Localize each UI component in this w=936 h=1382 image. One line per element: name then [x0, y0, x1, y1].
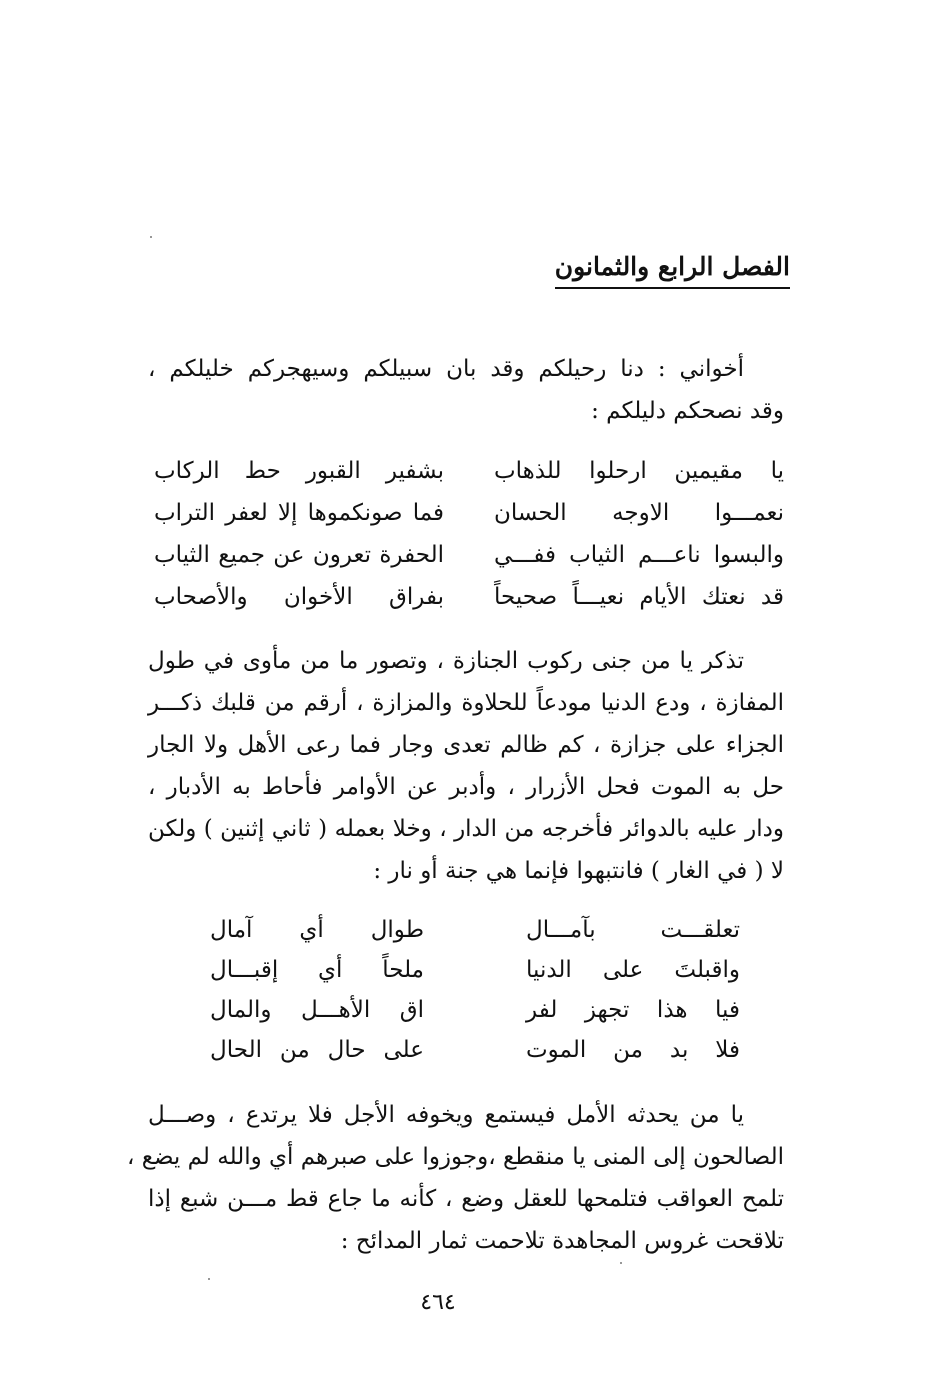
main-paragraph	[148, 640, 784, 892]
page-number	[0, 1290, 936, 1315]
verse-second-hemistich: ملحاً أي إقبـــال	[210, 957, 424, 983]
verse-first-hemistich: يا مقيمين ارحلوا للذهاب	[494, 458, 784, 484]
verse-first-hemistich: واقبلتَ على الدنيا	[526, 957, 740, 983]
verse-first-hemistich: تعلقـــت بآمـــال	[526, 917, 740, 943]
paragraph-line: تلمح العواقب فتلمحها للعقل وضع ، كأنه ما جاع قط مـــن شبع إذا	[148, 1186, 784, 1212]
verse-line	[154, 576, 784, 618]
verse-first-hemistich: فلا بد من الموت	[526, 1037, 740, 1063]
scan-speck	[208, 1278, 210, 1280]
intro-paragraph	[148, 348, 784, 432]
verse-first-hemistich: والبسوا ناعـــم الثياب ففـــي	[494, 542, 784, 568]
paragraph-line: لا ( في الغار ) فانتبهوا فإنما هي جنة أو نار :	[373, 858, 784, 884]
verse-second-hemistich: بشفير القبور حط الركاب	[154, 458, 444, 484]
verse-second-hemistich: طوال أي آمال	[210, 917, 424, 943]
verse-second-hemistich: اق الأهـــل والمال	[210, 997, 424, 1023]
verse-first-hemistich: فيا هذا تجهز لفر	[526, 997, 740, 1023]
paragraph-line: الجزاء على جزازة ، كم ظالم تعدى وجار فما رعى الأهل ولا الجار	[148, 732, 784, 758]
paragraph-line: أخواني : دنا رحيلكم وقد بان سبيلكم وسيهجركم خليلكم ،	[148, 356, 744, 382]
paragraph-line: ودار عليه بالدوائر فأخرجه من الدار ، وخلا بعمله ( ثاني إثنين ) ولكن	[148, 816, 784, 842]
page-number-text: ٤٦٤	[420, 1290, 456, 1315]
paragraph-line: وقد نصحكم دليلكم :	[591, 398, 784, 424]
paragraph-line: الصالحون إلى المنى يا منقطع ،وجوزوا على صبرهم أي والله لم يضع ،	[126, 1144, 784, 1170]
paragraph-line: تذكر يا من جنى ركوب الجنازة ، وتصور ما من مأوى في طول	[148, 648, 744, 674]
verse-line	[154, 534, 784, 576]
paragraph-line: تلاقحت غروس المجاهدة تلاحمت ثمار المدائح :	[340, 1228, 784, 1254]
verse-first-hemistich: قد نعتك الأيام نعيـــاً صحيحاً	[494, 584, 784, 610]
verse-line	[154, 492, 784, 534]
verse-second-hemistich: فما صونكموها إلا لعفر التراب	[154, 500, 444, 526]
poem-block-1	[154, 450, 784, 618]
verse-line	[210, 950, 740, 990]
scan-speck	[620, 1262, 622, 1264]
verse-line	[210, 1030, 740, 1070]
scan-speck	[150, 236, 152, 238]
paragraph-line: يا من يحدثه الأمل فيستمع ويخوفه الأجل فلا يرتدع ، وصـــل	[148, 1102, 744, 1128]
verse-line	[210, 910, 740, 950]
verse-second-hemistich: بفراق الأخوان والأصحاب	[154, 584, 444, 610]
verse-second-hemistich: الحفرة تعرون عن جميع الثياب	[154, 542, 444, 568]
closing-paragraph	[126, 1094, 784, 1262]
verse-line	[154, 450, 784, 492]
poem-block-2	[210, 910, 740, 1070]
paragraph-line: المفازة ، ودع الدنيا مودعاً للحلاوة والمزازة ، أرقم من قلبك ذكـــر	[148, 690, 784, 716]
verse-first-hemistich: نعمـــوا الاوجه الحسان	[494, 500, 784, 526]
chapter-title: الفصل الرابع والثمانون	[555, 252, 790, 289]
verse-line	[210, 990, 740, 1030]
paragraph-line: حل به الموت فحل الأزرار ، وأدبر عن الأوامر فأحاط به الأدبار ،	[148, 774, 784, 800]
verse-second-hemistich: على حال من الحال	[210, 1037, 424, 1063]
